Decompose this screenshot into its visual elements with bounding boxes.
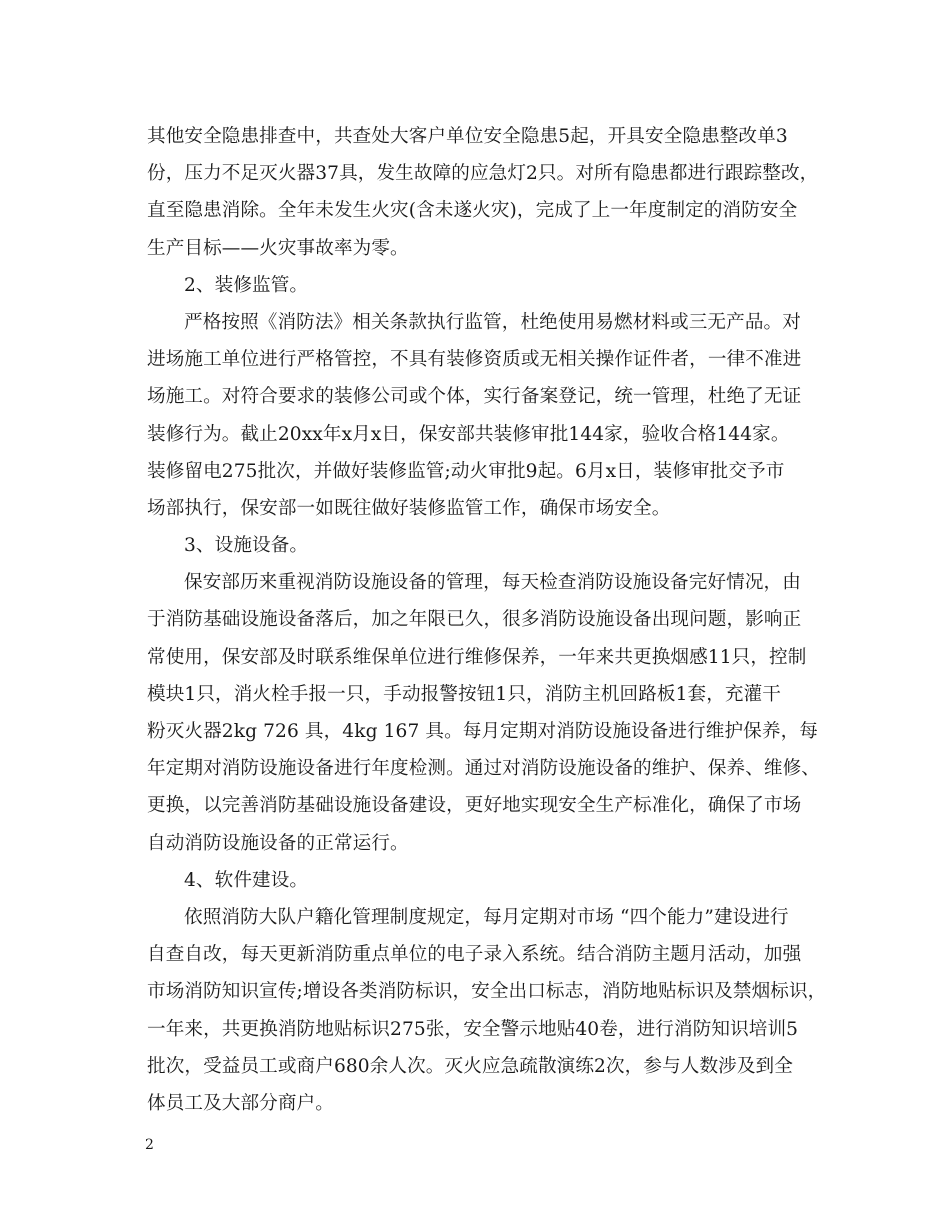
page-number: 2 <box>145 1137 154 1153</box>
text-line: 于消防基础设施设备落后，加之年限已久，很多消防设施设备出现问题，影响正 <box>147 609 802 631</box>
text-line: 份，压力不足灭火器37具，发生故障的应急灯2只。对所有隐患都进行跟踪整改， <box>147 163 819 185</box>
text-line: 更换，以完善消防基础设施设备建设，更好地实现安全生产标准化，确保了市场 <box>147 795 802 817</box>
text-line: 场施工。对符合要求的装修公司或个体，实行备案登记，统一管理，杜绝了无证 <box>147 386 802 408</box>
text-line: 严格按照《消防法》相关条款执行监管，杜绝使用易燃材料或三无产品。对 <box>184 311 801 333</box>
text-line: 依照消防大队户籍化管理制度规定，每月定期对市场 “四个能力”建设进行 <box>184 906 789 928</box>
text-line: 场部执行，保安部一如既往做好装修监管工作，确保市场安全。 <box>147 497 671 519</box>
text-line: 常使用，保安部及时联系维保单位进行维修保养，一年来共更换烟感11只，控制 <box>147 646 807 668</box>
text-line: 粉灭火器2kg 726 具，4kg 167 具。每月定期对消防设施设备进行维护保养，每 <box>147 721 818 742</box>
text-line: 4、软件建设。 <box>184 869 309 891</box>
document-body <box>147 118 827 1122</box>
text-line: 市场消防知识宣传;增设各类消防标识，安全出口标志，消防地贴标识及禁烟标识， <box>147 981 827 1003</box>
text-line: 自动消防设施设备的正常运行。 <box>147 832 409 854</box>
text-line: 模块1只，消火栓手报一只，手动报警按钮1只，消防主机回路板1套，充灌干 <box>147 683 781 705</box>
text-line: 生产目标——火灾事故率为零。 <box>147 237 409 259</box>
text-line: 自查自改，每天更新消防重点单位的电子录入系统。结合消防主题月活动，加强 <box>147 944 802 966</box>
text-line: 一年来，共更换消防地贴标识275张，安全警示地贴40卷，进行消防知识培训5 <box>147 1018 799 1040</box>
text-line: 其他安全隐患排查中，共查处大客户单位安全隐患5起，开具安全隐患整改单3 <box>147 126 788 147</box>
text-line: 2、装修监管。 <box>184 274 309 296</box>
text-line: 装修行为。截止20xx年x月x日，保安部共装修审批144家，验收合格144家。 <box>147 423 790 445</box>
text-line: 装修留电275批次，并做好装修监管;动火审批9起。6月x日，装修审批交予市 <box>147 460 785 482</box>
text-line: 3、设施设备。 <box>184 535 309 557</box>
text-line: 直至隐患消除。全年未发生火灾(含未遂火灾)，完成了上一年度制定的消防安全 <box>147 200 798 222</box>
text-line: 保安部历来重视消防设施设备的管理，每天检查消防设施设备完好情况，由 <box>184 572 801 594</box>
text-line: 批次，受益员工或商户680余人次。灭火应急疏散演练2次，参与人数涉及到全 <box>147 1055 793 1077</box>
text-line: 体员工及大部分商户。 <box>147 1092 334 1114</box>
text-line: 年定期对消防设施设备进行年度检测。通过对消防设施设备的维护、保养、维修、 <box>147 758 820 780</box>
text-line: 进场施工单位进行严格管控，不具有装修资质或无相关操作证件者，一律不准进 <box>147 349 802 371</box>
